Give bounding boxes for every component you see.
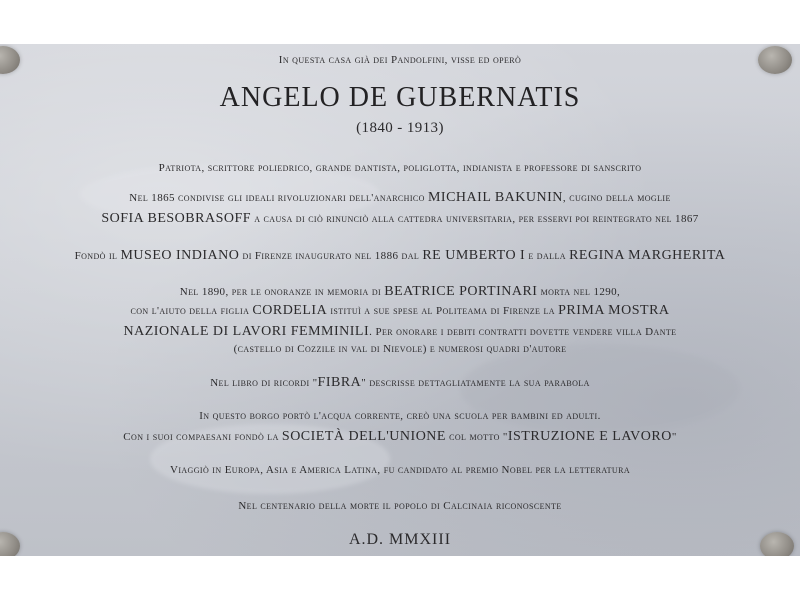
highlight-fibra: FIBRA xyxy=(317,375,362,390)
inscription-line-2 xyxy=(0,190,800,206)
intro-line: In questa casa già dei Pandolfini, visse ed operò xyxy=(278,54,522,66)
text-segment: con l'aiuto della figlia xyxy=(130,305,253,317)
inscription-line-9 xyxy=(0,375,800,391)
highlight-lavori-femminili: NAZIONALE DI LAVORI FEMMINILI xyxy=(123,324,370,339)
text-segment: col motto " xyxy=(445,431,508,443)
inscription-line-3 xyxy=(0,211,800,227)
highlight-museo: MUSEO INDIANO xyxy=(120,248,240,263)
highlight-societa: SOCIETÀ DELL'UNIONE xyxy=(281,429,446,444)
plaque-name: ANGELO DE GUBERNATIS xyxy=(219,82,581,113)
highlight-umberto: RE UMBERTO I xyxy=(422,248,526,263)
inscription-line-10: In questo borgo portò l'acqua corrente, creò una scuola per bambini ed adulti. xyxy=(199,410,601,422)
text-segment: , cugino della moglie xyxy=(562,192,671,204)
highlight-beatrice: BEATRICE PORTINARI xyxy=(384,284,538,299)
text-segment: Nel 1865 condivise gli ideali rivoluzionari dell'anarchico xyxy=(129,192,428,204)
text-segment: istituì a sue spese al Politeama di Firenze la xyxy=(327,305,559,317)
inscription-line-7 xyxy=(0,324,800,340)
text-segment: Nel 1890, per le onoranze in memoria di xyxy=(179,286,385,298)
text-segment: Nel libro di ricordi " xyxy=(210,377,318,389)
inscription-line-12: Viaggiò in Europa, Asia e America Latina, fu candidato al premio Nobel per la letteratura xyxy=(169,464,631,476)
text-segment: Con i suoi compaesani fondò la xyxy=(123,431,282,443)
text-segment: . Per onorare i debiti contratti dovette vendere villa Dante xyxy=(369,326,677,338)
highlight-bakunin: MICHAIL BAKUNIN xyxy=(427,190,563,205)
highlight-prima-mostra: PRIMA MOSTRA xyxy=(558,303,670,318)
highlight-margherita: REGINA MARGHERITA xyxy=(569,248,726,263)
plaque-years: (1840 - 1913) xyxy=(356,120,444,136)
inscription-line-1: Patriota, scrittore poliedrico, grande dantista, poliglotta, indianista e professore di sanscrito xyxy=(158,162,642,174)
inscription-line-8: (castello di Cozzile in val di Nievole) e numerosi quadri d'autore xyxy=(233,343,567,355)
text-segment: Fondò il xyxy=(74,250,121,262)
text-segment: morta nel 1290, xyxy=(537,286,621,298)
anno-domini: A.D. MMXIII xyxy=(348,531,452,548)
text-segment: di Firenze inaugurato nel 1886 dal xyxy=(239,250,423,262)
inscription-line-6 xyxy=(0,303,800,319)
marble-plaque xyxy=(0,44,800,556)
text-segment: e dalla xyxy=(525,250,570,262)
inscription-line-11 xyxy=(0,429,800,445)
highlight-besobrasoff: SOFIA BESOBRASOFF xyxy=(101,211,252,226)
text-segment: a causa di ciò rinunciò alla cattedra universitaria, per esservi poi reintegrato nel 1867 xyxy=(251,213,699,225)
inscription-line-4 xyxy=(0,248,800,264)
highlight-cordelia: CORDELIA xyxy=(252,303,328,318)
text-segment: " xyxy=(671,431,677,443)
inscription-line-5 xyxy=(0,284,800,300)
inscription-line-13: Nel centenario della morte il popolo di Calcinaia riconoscente xyxy=(238,500,562,512)
text-segment: " descrisse dettagliatamente la sua parabola xyxy=(361,377,590,389)
highlight-motto: ISTRUZIONE E LAVORO xyxy=(507,429,672,444)
